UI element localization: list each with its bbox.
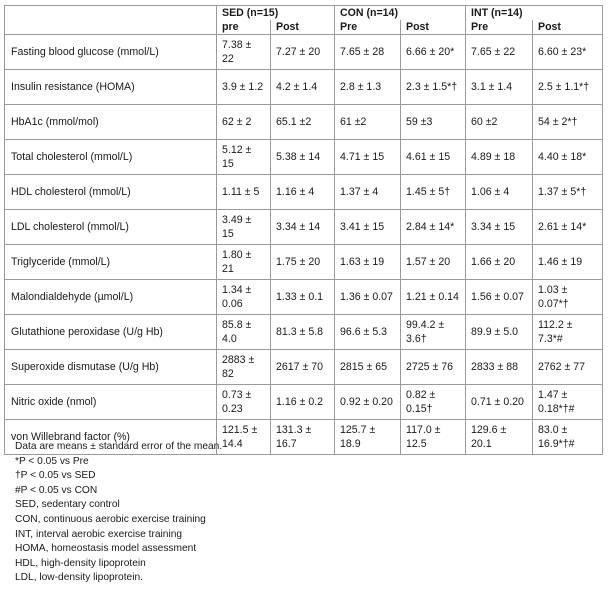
value-cell: 83.0 ± 16.9*†# bbox=[533, 420, 603, 455]
parameter-cell: Total cholesterol (mmol/L) bbox=[5, 140, 217, 175]
value-cell: 1.06 ± 4 bbox=[466, 175, 533, 210]
table-row bbox=[5, 70, 603, 105]
table-row bbox=[5, 140, 603, 175]
subheader-sed-post: Post bbox=[271, 20, 335, 35]
subheader-sed-pre: pre bbox=[217, 20, 271, 35]
subheader-int-pre: Pre bbox=[466, 20, 533, 35]
parameter-cell: Superoxide dismutase (U/g Hb) bbox=[5, 350, 217, 385]
footnotes bbox=[15, 440, 222, 586]
value-cell: 0.73 ± 0.23 bbox=[217, 385, 271, 420]
value-cell: 3.34 ± 15 bbox=[466, 210, 533, 245]
parameter-cell: HDL cholesterol (mmol/L) bbox=[5, 175, 217, 210]
value-cell: 2.3 ± 1.5*† bbox=[401, 70, 466, 105]
value-cell: 6.66 ± 20* bbox=[401, 35, 466, 70]
table-row bbox=[5, 105, 603, 140]
value-cell: 81.3 ± 5.8 bbox=[271, 315, 335, 350]
value-cell: 1.75 ± 20 bbox=[271, 245, 335, 280]
footnote-line: HDL, high-density lipoprotein bbox=[15, 557, 146, 569]
table-row bbox=[5, 175, 603, 210]
value-cell: 2.8 ± 1.3 bbox=[335, 70, 401, 105]
subheader-int-post: Post bbox=[533, 20, 603, 35]
parameter-cell: HbA1c (mmol/mol) bbox=[5, 105, 217, 140]
value-cell: 3.49 ± 15 bbox=[217, 210, 271, 245]
value-cell: 0.92 ± 0.20 bbox=[335, 385, 401, 420]
parameter-cell: Nitric oxide (nmol) bbox=[5, 385, 217, 420]
value-cell: 4.71 ± 15 bbox=[335, 140, 401, 175]
value-cell: 4.61 ± 15 bbox=[401, 140, 466, 175]
value-cell: 1.57 ± 20 bbox=[401, 245, 466, 280]
value-cell: 0.82 ± 0.15† bbox=[401, 385, 466, 420]
value-cell: 1.63 ± 19 bbox=[335, 245, 401, 280]
table-row bbox=[5, 315, 603, 350]
table-row bbox=[5, 280, 603, 315]
value-cell: 1.21 ± 0.14 bbox=[401, 280, 466, 315]
value-cell: 4.2 ± 1.4 bbox=[271, 70, 335, 105]
value-cell: 117.0 ± 12.5 bbox=[401, 420, 466, 455]
value-cell: 4.89 ± 18 bbox=[466, 140, 533, 175]
table-row bbox=[5, 210, 603, 245]
footnote-line: SED, sedentary control bbox=[15, 499, 120, 511]
subheader-row bbox=[5, 20, 603, 35]
value-cell: 60 ±2 bbox=[466, 105, 533, 140]
value-cell: 99.4.2 ± 3.6† bbox=[401, 315, 466, 350]
group-header-int: INT (n=14) bbox=[466, 6, 603, 21]
group-header-sed: SED (n=15) bbox=[217, 6, 335, 21]
value-cell: 2617 ± 70 bbox=[271, 350, 335, 385]
value-cell: 1.03 ± 0.07*† bbox=[533, 280, 603, 315]
value-cell: 2.84 ± 14* bbox=[401, 210, 466, 245]
value-cell: 3.41 ± 15 bbox=[335, 210, 401, 245]
subheader-con-pre: Pre bbox=[335, 20, 401, 35]
value-cell: 1.46 ± 19 bbox=[533, 245, 603, 280]
footnote-line: *P < 0.05 vs Pre bbox=[15, 455, 89, 467]
table-row bbox=[5, 385, 603, 420]
footnote-line: †P < 0.05 vs SED bbox=[15, 470, 96, 482]
value-cell: 3.1 ± 1.4 bbox=[466, 70, 533, 105]
value-cell: 62 ± 2 bbox=[217, 105, 271, 140]
table-row bbox=[5, 245, 603, 280]
footnote-line: INT, interval aerobic exercise training bbox=[15, 528, 183, 540]
value-cell: 1.47 ± 0.18*†# bbox=[533, 385, 603, 420]
value-cell: 3.34 ± 14 bbox=[271, 210, 335, 245]
value-cell: 7.65 ± 22 bbox=[466, 35, 533, 70]
value-cell: 6.60 ± 23* bbox=[533, 35, 603, 70]
value-cell: 1.56 ± 0.07 bbox=[466, 280, 533, 315]
parameter-cell: Triglyceride (mmol/L) bbox=[5, 245, 217, 280]
footnote-line: HOMA, homeostasis model assessment bbox=[15, 543, 197, 555]
value-cell: 89.9 ± 5.0 bbox=[466, 315, 533, 350]
value-cell: 1.37 ± 5*† bbox=[533, 175, 603, 210]
value-cell: 7.65 ± 28 bbox=[335, 35, 401, 70]
parameter-cell: Malondialdehyde (µmol/L) bbox=[5, 280, 217, 315]
value-cell: 112.2 ± 7.3*# bbox=[533, 315, 603, 350]
value-cell: 96.6 ± 5.3 bbox=[335, 315, 401, 350]
parameter-cell: LDL cholesterol (mmol/L) bbox=[5, 210, 217, 245]
table-body bbox=[5, 35, 603, 455]
value-cell: 1.37 ± 4 bbox=[335, 175, 401, 210]
group-header-row bbox=[5, 6, 603, 21]
header-blank-cell bbox=[5, 20, 217, 35]
footnote-line: LDL, low-density lipoprotein. bbox=[15, 572, 143, 584]
value-cell: 2833 ± 88 bbox=[466, 350, 533, 385]
value-cell: 2883 ± 82 bbox=[217, 350, 271, 385]
subheader-con-post: Post bbox=[401, 20, 466, 35]
footnote-line: #P < 0.05 vs CON bbox=[15, 484, 98, 496]
value-cell: 54 ± 2*† bbox=[533, 105, 603, 140]
results-table bbox=[4, 5, 603, 455]
value-cell: 125.7 ± 18.9 bbox=[335, 420, 401, 455]
header-blank-cell bbox=[5, 6, 217, 21]
value-cell: 5.38 ± 14 bbox=[271, 140, 335, 175]
value-cell: 1.80 ± 21 bbox=[217, 245, 271, 280]
value-cell: 5.12 ± 15 bbox=[217, 140, 271, 175]
value-cell: 59 ±3 bbox=[401, 105, 466, 140]
value-cell: 2725 ± 76 bbox=[401, 350, 466, 385]
value-cell: 1.34 ± 0.06 bbox=[217, 280, 271, 315]
value-cell: 2.61 ± 14* bbox=[533, 210, 603, 245]
footnote-line: Data are means ± standard error of the mean. bbox=[15, 441, 223, 452]
value-cell: 7.27 ± 20 bbox=[271, 35, 335, 70]
value-cell: 129.6 ± 20.1 bbox=[466, 420, 533, 455]
value-cell: 2815 ± 65 bbox=[335, 350, 401, 385]
parameter-cell: von Willebrand factor (%) bbox=[5, 420, 217, 455]
parameter-cell: Fasting blood glucose (mmol/L) bbox=[5, 35, 217, 70]
table-row bbox=[5, 350, 603, 385]
value-cell: 2.5 ± 1.1*† bbox=[533, 70, 603, 105]
value-cell: 1.16 ± 0.2 bbox=[271, 385, 335, 420]
value-cell: 1.11 ± 5 bbox=[217, 175, 271, 210]
value-cell: 1.45 ± 5† bbox=[401, 175, 466, 210]
value-cell: 2762 ± 77 bbox=[533, 350, 603, 385]
parameter-cell: Insulin resistance (HOMA) bbox=[5, 70, 217, 105]
footnote-line: CON, continuous aerobic exercise training bbox=[15, 513, 206, 525]
value-cell: 4.40 ± 18* bbox=[533, 140, 603, 175]
value-cell: 61 ±2 bbox=[335, 105, 401, 140]
value-cell: 85.8 ± 4.0 bbox=[217, 315, 271, 350]
table-row bbox=[5, 35, 603, 70]
value-cell: 1.66 ± 20 bbox=[466, 245, 533, 280]
value-cell: 121.5 ± 14.4 bbox=[217, 420, 271, 455]
value-cell: 1.36 ± 0.07 bbox=[335, 280, 401, 315]
value-cell: 7.38 ± 22 bbox=[217, 35, 271, 70]
parameter-cell: Glutathione peroxidase (U/g Hb) bbox=[5, 315, 217, 350]
value-cell: 131.3 ± 16.7 bbox=[271, 420, 335, 455]
value-cell: 1.16 ± 4 bbox=[271, 175, 335, 210]
value-cell: 0.71 ± 0.20 bbox=[466, 385, 533, 420]
value-cell: 1.33 ± 0.1 bbox=[271, 280, 335, 315]
value-cell: 3.9 ± 1.2 bbox=[217, 70, 271, 105]
value-cell: 65.1 ±2 bbox=[271, 105, 335, 140]
group-header-con: CON (n=14) bbox=[335, 6, 466, 21]
